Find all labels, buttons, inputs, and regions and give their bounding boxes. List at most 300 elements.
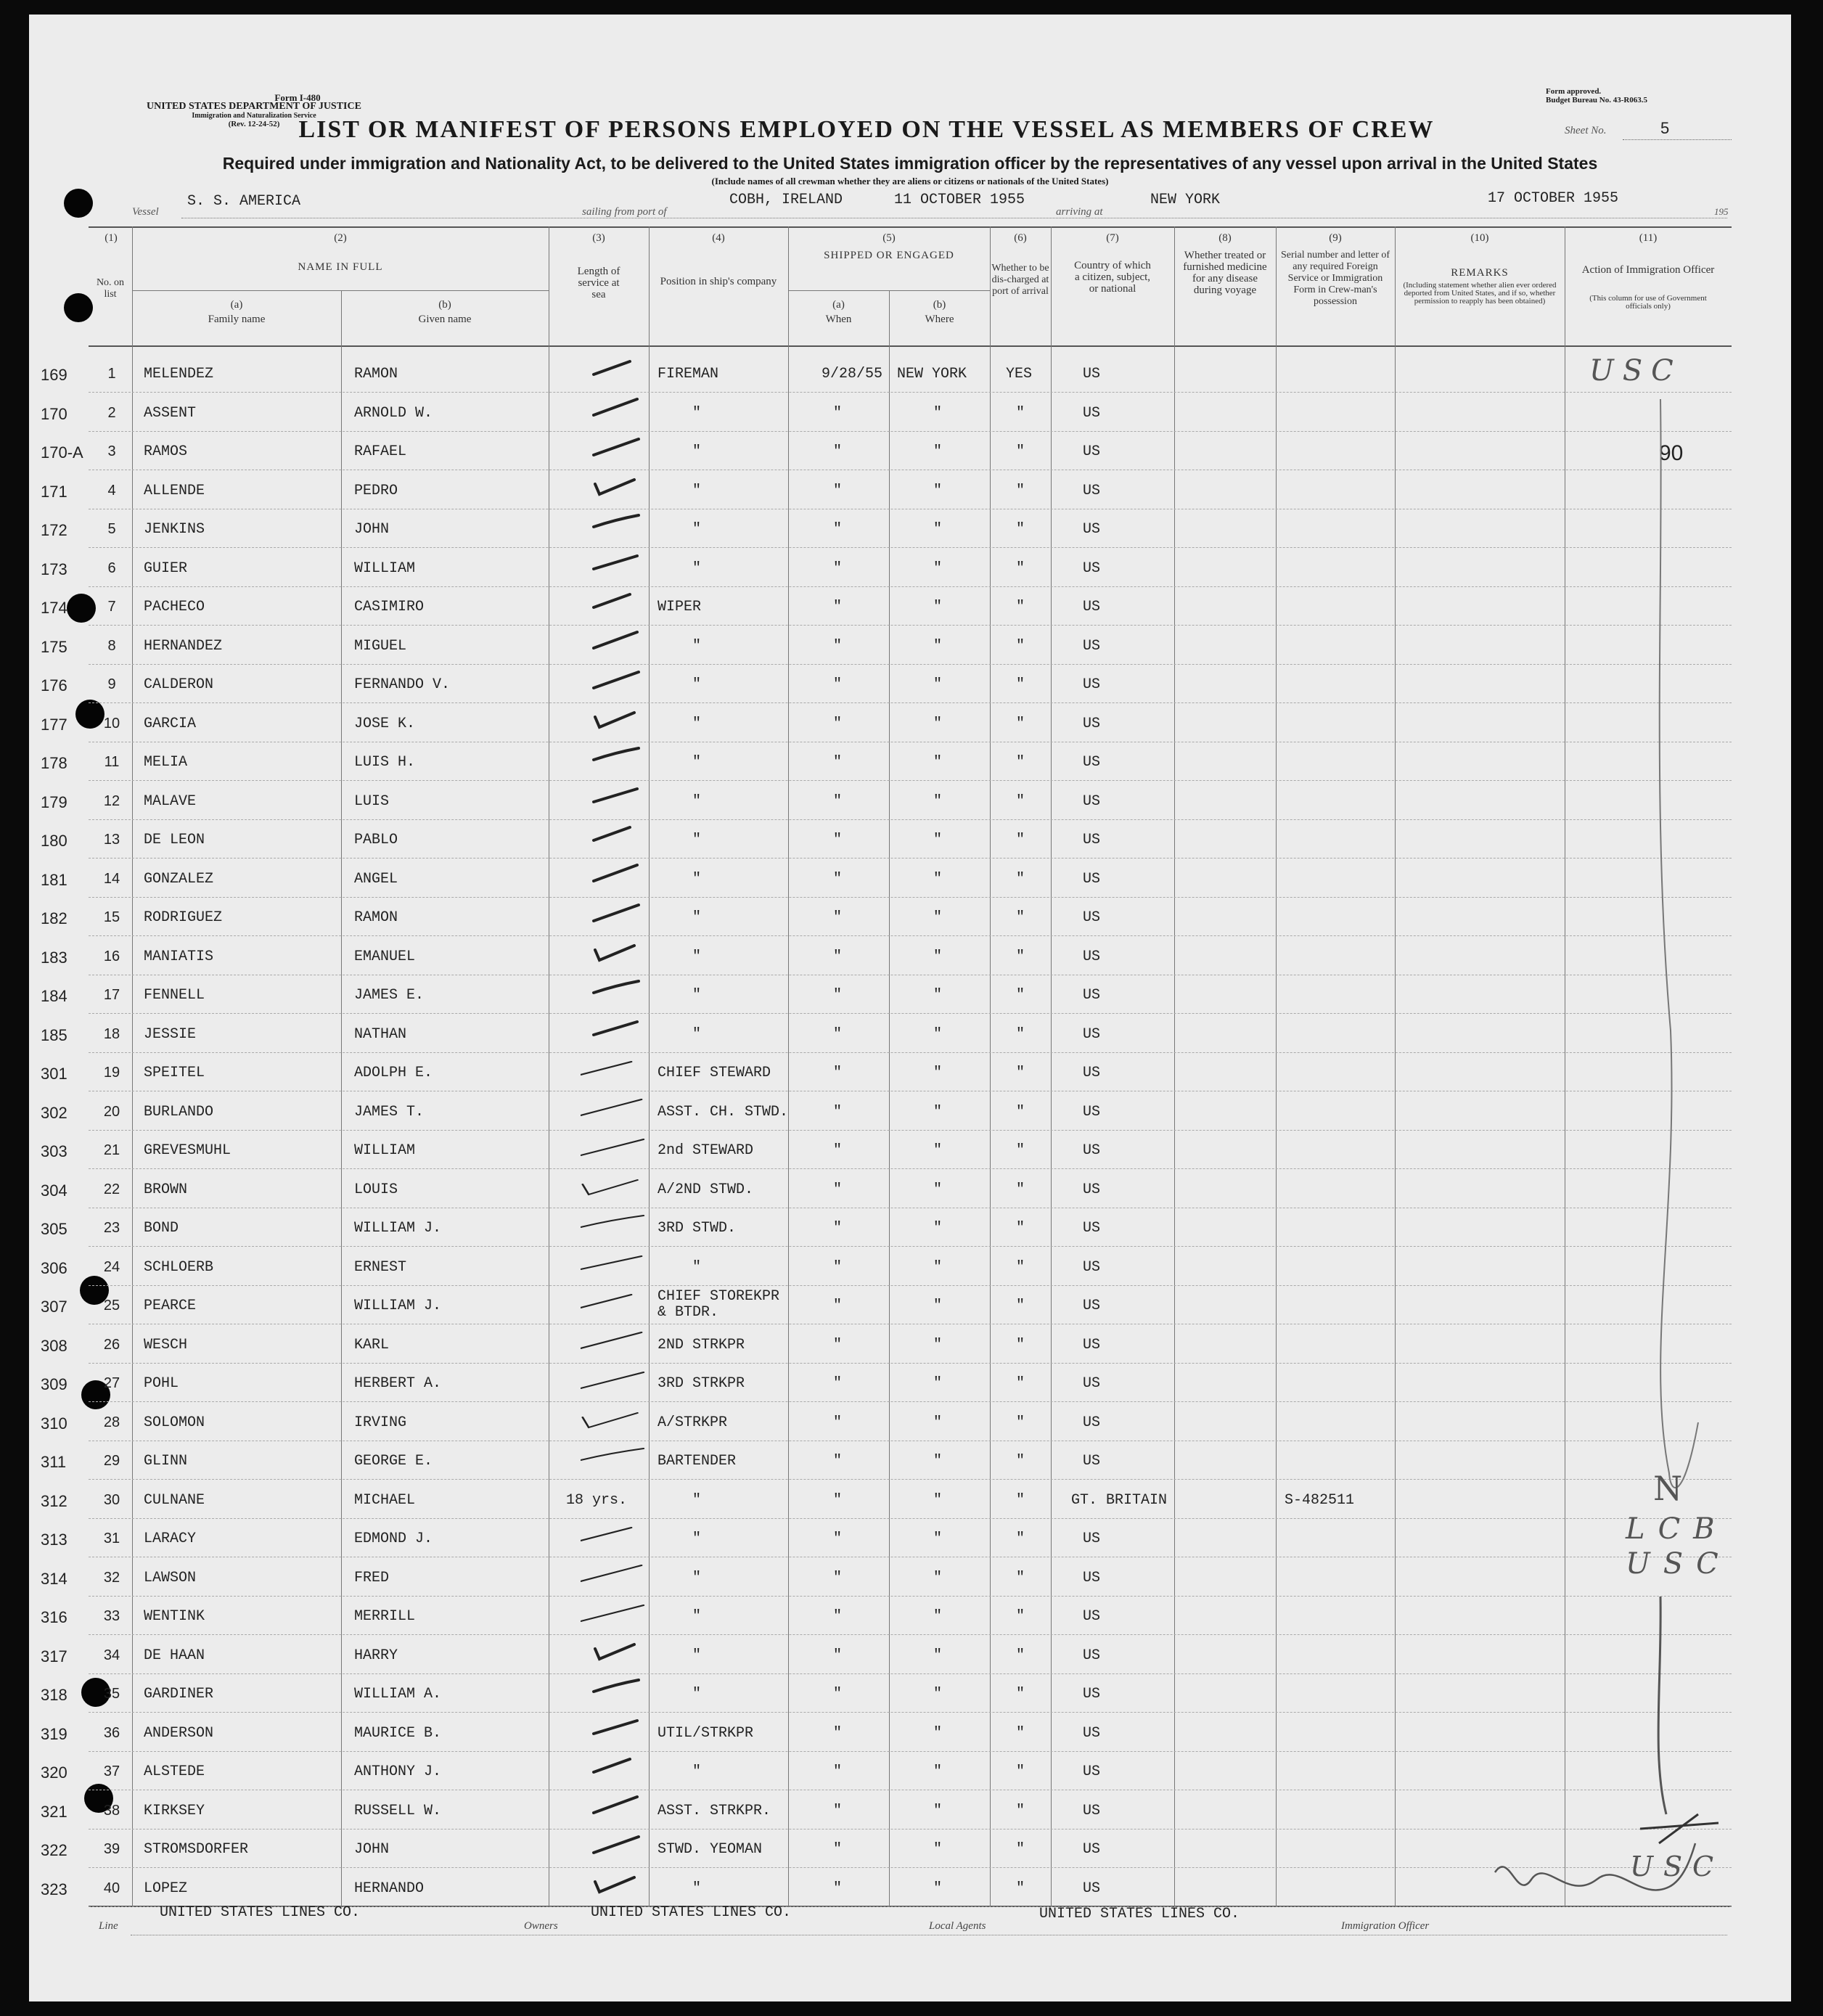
page-line-number: 173 — [41, 560, 67, 578]
footer-officer-label: Immigration Officer — [1341, 1920, 1430, 1932]
shipped-when: " — [833, 948, 843, 965]
given-name: JAMES E. — [354, 987, 425, 1004]
country: US — [1083, 521, 1101, 538]
discharge-flag: " — [1016, 1531, 1025, 1547]
given-name: HARRY — [354, 1647, 398, 1664]
arrival-port: NEW YORK — [1150, 192, 1221, 208]
family-name: STROMSDORFER — [144, 1841, 249, 1858]
position: UTIL/STRKPR — [657, 1724, 754, 1742]
shipped-where: " — [933, 832, 943, 848]
col2-header: NAME IN FULL — [298, 261, 383, 273]
shipped-when: " — [833, 1025, 843, 1043]
discharge-flag: " — [1016, 909, 1025, 926]
country: US — [1083, 1569, 1101, 1586]
country: US — [1083, 366, 1101, 382]
list-number: 23 — [103, 1220, 120, 1236]
col5a-header: When — [825, 314, 852, 325]
shipped-where: " — [933, 404, 943, 422]
family-name: BURLANDO — [144, 1103, 214, 1120]
shipped-when: " — [833, 754, 843, 771]
footer-owners-value: UNITED STATES LINES CO. — [591, 1904, 792, 1921]
position: " — [692, 521, 702, 538]
page-line-number: 311 — [41, 1453, 67, 1471]
col9-header: Serial number and letter of any required Foreign Service or Immigration Form in Crew-man's possession — [1280, 250, 1390, 307]
shipped-where: " — [933, 1103, 943, 1120]
shipped-where: " — [933, 1142, 943, 1159]
family-name: GARCIA — [144, 715, 197, 732]
given-name: LOUIS — [354, 1181, 398, 1198]
shipped-where: " — [933, 1569, 943, 1586]
family-name: PACHECO — [144, 599, 205, 615]
shipped-where: " — [933, 1258, 943, 1276]
list-number: 25 — [103, 1298, 120, 1314]
position: " — [692, 1531, 702, 1547]
shipped-where: " — [933, 1841, 943, 1858]
country: US — [1083, 754, 1101, 771]
shipped-when: " — [833, 1414, 843, 1431]
shipped-when: " — [833, 1724, 843, 1742]
position: A/2ND STWD. — [657, 1181, 754, 1198]
shipped-where: " — [933, 1414, 943, 1431]
discharge-flag: " — [1016, 404, 1025, 422]
position: ASST. STRKPR. — [657, 1802, 771, 1819]
family-name: GARDINER — [144, 1686, 214, 1702]
manifest-title: LIST OR MANIFEST OF PERSONS EMPLOYED ON THE VESSEL AS MEMBERS OF CREW — [298, 116, 1435, 143]
col2b-number: (b) — [438, 299, 451, 311]
shipped-where: " — [933, 1025, 943, 1043]
given-name: MERRILL — [354, 1608, 416, 1625]
given-name: EMANUEL — [354, 948, 416, 965]
discharge-flag: " — [1016, 1880, 1025, 1897]
shipped-where: " — [933, 1298, 943, 1314]
annotation-usc-bottom: USC — [1630, 1851, 1724, 1882]
shipped-when: " — [833, 1608, 843, 1625]
departure-date: 11 OCTOBER 1955 — [894, 192, 1025, 208]
list-number: 8 — [107, 637, 116, 654]
country: US — [1083, 1608, 1101, 1625]
position: " — [692, 754, 702, 771]
page-line-number: 309 — [41, 1375, 67, 1393]
page-line-number: 305 — [41, 1220, 67, 1238]
family-name: DE HAAN — [144, 1647, 205, 1664]
family-name: JESSIE — [144, 1025, 197, 1043]
position: CHIEF STOREKPR & BTDR. — [657, 1288, 780, 1321]
given-name: CASIMIRO — [354, 599, 425, 615]
arrival-date: 17 OCTOBER 1955 — [1488, 190, 1619, 207]
country: US — [1083, 1841, 1101, 1858]
shipped-when: " — [833, 1802, 843, 1819]
discharge-flag: " — [1016, 832, 1025, 848]
family-name: CALDERON — [144, 676, 214, 693]
shipped-when: " — [833, 1103, 843, 1120]
discharge-flag: " — [1016, 1220, 1025, 1237]
list-number: 27 — [103, 1375, 120, 1391]
given-name: RUSSELL W. — [354, 1802, 442, 1819]
col11-header: Action of Immigration Officer — [1581, 264, 1715, 276]
given-name: EDMOND J. — [354, 1531, 433, 1547]
given-name: FRED — [354, 1569, 390, 1586]
given-name: WILLIAM J. — [354, 1220, 442, 1237]
footer-line-value: UNITED STATES LINES CO. — [160, 1904, 361, 1921]
shipped-where: " — [933, 1375, 943, 1392]
page-line-number: 301 — [41, 1065, 67, 1083]
shipped-where: " — [933, 1336, 943, 1353]
manifest-page — [29, 15, 1791, 2001]
page-line-number: 179 — [41, 792, 67, 811]
departure-port: COBH, IRELAND — [729, 192, 843, 208]
country: US — [1083, 482, 1101, 499]
list-number: 2 — [107, 404, 116, 421]
page-line-number: 306 — [41, 1258, 67, 1277]
discharge-flag: " — [1016, 1569, 1025, 1586]
col4-number: (4) — [712, 232, 725, 244]
list-number: 22 — [103, 1181, 120, 1197]
page-line-number: 321 — [41, 1802, 67, 1821]
page-line-number: 318 — [41, 1686, 67, 1704]
sheet-label: Sheet No. — [1565, 125, 1607, 136]
page-line-number: 169 — [41, 366, 67, 384]
page-line-number: 174 — [41, 599, 67, 617]
list-number: 28 — [103, 1414, 120, 1430]
country: US — [1083, 1414, 1101, 1431]
family-name: WENTINK — [144, 1608, 205, 1625]
family-name: BOND — [144, 1220, 179, 1237]
discharge-flag: " — [1016, 1258, 1025, 1276]
given-name: JOSE K. — [354, 715, 416, 732]
given-name: JOHN — [354, 1841, 390, 1858]
shipped-when: " — [833, 521, 843, 538]
list-number: 31 — [103, 1531, 120, 1546]
col4-header: Position in ship's company — [660, 276, 777, 287]
discharge-flag: " — [1016, 754, 1025, 771]
discharge-flag: " — [1016, 792, 1025, 810]
given-name: HERNANDO — [354, 1880, 425, 1897]
family-name: MELIA — [144, 754, 188, 771]
family-name: POHL — [144, 1375, 179, 1392]
col11-note: (This column for use of Government officials only) — [1589, 294, 1707, 311]
discharge-flag: " — [1016, 1103, 1025, 1120]
shipped-when: " — [833, 1841, 843, 1858]
page-line-number: 303 — [41, 1142, 67, 1160]
manifest-subtitle: Required under immigration and Nationality Act, to be delivered to the United States immigration officer by the representatives of any vessel upon arrival in the United States — [222, 154, 1598, 173]
list-number: 9 — [107, 676, 116, 692]
family-name: GUIER — [144, 560, 188, 577]
col2-number: (2) — [334, 232, 347, 244]
page-line-number: 180 — [41, 832, 67, 850]
service-length: 18 yrs. — [566, 1491, 628, 1509]
page-line-number: 177 — [41, 715, 67, 734]
country: US — [1083, 909, 1101, 926]
country: US — [1083, 1724, 1101, 1742]
shipped-when: " — [833, 1220, 843, 1237]
given-name: MICHAEL — [354, 1491, 416, 1509]
shipped-where: " — [933, 560, 943, 577]
annotation-usc-top: USC — [1589, 354, 1682, 388]
shipped-when: " — [833, 1142, 843, 1159]
shipped-where: " — [933, 909, 943, 926]
position: " — [692, 1258, 702, 1276]
discharge-flag: " — [1016, 443, 1025, 460]
shipped-where: " — [933, 870, 943, 888]
country: US — [1083, 599, 1101, 615]
page-line-number: 183 — [41, 948, 67, 967]
list-number: 37 — [103, 1763, 120, 1779]
list-number: 3 — [107, 443, 116, 459]
country: US — [1083, 676, 1101, 693]
list-number: 6 — [107, 560, 116, 576]
discharge-flag: " — [1016, 1686, 1025, 1702]
family-name: GONZALEZ — [144, 870, 214, 888]
discharge-flag: " — [1016, 1802, 1025, 1819]
position: WIPER — [657, 599, 702, 615]
position: 3RD STWD. — [657, 1220, 737, 1237]
given-name: IRVING — [354, 1414, 407, 1431]
bracket-line-lower — [1658, 1597, 1666, 1814]
family-name: JENKINS — [144, 521, 205, 538]
list-number: 34 — [103, 1647, 120, 1663]
col10-number: (10) — [1470, 232, 1489, 244]
shipped-when: " — [833, 715, 843, 732]
col3-header: Length of service at sea — [577, 266, 620, 300]
given-name: PEDRO — [354, 482, 398, 499]
list-number: 20 — [103, 1103, 120, 1120]
position: " — [692, 560, 702, 577]
shipped-where: " — [933, 1608, 943, 1625]
list-number: 13 — [103, 832, 120, 848]
shipped-when: " — [833, 1569, 843, 1586]
shipped-where: " — [933, 1763, 943, 1780]
shipped-when: " — [833, 1453, 843, 1470]
country: US — [1083, 637, 1101, 655]
shipped-where: " — [933, 521, 943, 538]
col3-number: (3) — [592, 232, 605, 244]
family-name: RAMOS — [144, 443, 188, 460]
family-name: DE LEON — [144, 832, 205, 848]
col10-note: (Including statement whether alien ever ordered deported from United States, and if so, whether permission to reapply has been obtained) — [1403, 281, 1557, 306]
position: " — [692, 1491, 702, 1509]
shipped-where: " — [933, 1065, 943, 1081]
discharge-flag: " — [1016, 987, 1025, 1004]
col5b-number: (b) — [933, 299, 946, 311]
discharge-flag: " — [1016, 1841, 1025, 1858]
footer-owners-label: Owners — [524, 1920, 558, 1932]
country: US — [1083, 715, 1101, 732]
col1-header: No. on list — [96, 277, 125, 300]
page-line-number: 182 — [41, 909, 67, 927]
position: " — [692, 870, 702, 888]
discharge-flag: " — [1016, 676, 1025, 693]
family-name: CULNANE — [144, 1491, 205, 1509]
footer-agents-label: Local Agents — [929, 1920, 986, 1932]
position: " — [692, 1647, 702, 1664]
position: " — [692, 909, 702, 926]
shipped-when: " — [833, 1258, 843, 1276]
shipped-where: " — [933, 715, 943, 732]
position: " — [692, 1025, 702, 1043]
shipped-when: " — [833, 443, 843, 460]
col5a-number: (a) — [832, 299, 845, 311]
discharge-flag: " — [1016, 1724, 1025, 1742]
position: " — [692, 948, 702, 965]
discharge-flag: " — [1016, 482, 1025, 499]
page-line-number: 178 — [41, 754, 67, 772]
discharge-flag: " — [1016, 1181, 1025, 1198]
list-number: 21 — [103, 1142, 120, 1158]
country: US — [1083, 1453, 1101, 1470]
page-line-number: 176 — [41, 676, 67, 694]
discharge-flag: " — [1016, 948, 1025, 965]
budget-bureau: Budget Bureau No. 43-R063.5 — [1546, 96, 1648, 105]
shipped-when: " — [833, 1065, 843, 1081]
country: US — [1083, 1220, 1101, 1237]
given-name: MIGUEL — [354, 637, 407, 655]
shipped-when: " — [833, 1491, 843, 1509]
list-number: 33 — [103, 1608, 120, 1624]
given-name: PABLO — [354, 832, 398, 848]
country: US — [1083, 1763, 1101, 1780]
shipped-when: " — [833, 987, 843, 1004]
given-name: ANTHONY J. — [354, 1763, 442, 1780]
shipped-where: " — [933, 1647, 943, 1664]
given-name: WILLIAM J. — [354, 1298, 442, 1314]
position: A/STRKPR — [657, 1414, 728, 1431]
shipped-where: " — [933, 987, 943, 1004]
col5-number: (5) — [882, 232, 896, 244]
page-line-number: 184 — [41, 987, 67, 1005]
shipped-where: " — [933, 599, 943, 615]
family-name: PEARCE — [144, 1298, 197, 1314]
position: " — [692, 1608, 702, 1625]
vessel-label: Vessel — [132, 206, 159, 218]
col6-number: (6) — [1014, 232, 1027, 244]
discharge-flag: " — [1016, 1763, 1025, 1780]
list-number: 12 — [103, 792, 120, 809]
page-line-number: 313 — [41, 1531, 67, 1549]
list-number: 19 — [103, 1065, 120, 1081]
discharge-flag: " — [1016, 1608, 1025, 1625]
given-name: RAMON — [354, 366, 398, 382]
shipped-where: " — [933, 948, 943, 965]
list-number: 14 — [103, 870, 120, 887]
list-number: 17 — [103, 987, 120, 1003]
page-line-number: 307 — [41, 1298, 67, 1316]
country: US — [1083, 1802, 1101, 1819]
position: " — [692, 1763, 702, 1780]
sheet-number: 5 — [1660, 119, 1670, 137]
given-name: HERBERT A. — [354, 1375, 442, 1392]
given-name: WILLIAM — [354, 1142, 416, 1159]
country: US — [1083, 987, 1101, 1004]
shipped-when: " — [833, 560, 843, 577]
page-line-number: 308 — [41, 1336, 67, 1355]
given-name: WILLIAM A. — [354, 1686, 442, 1702]
page-line-number: 310 — [41, 1414, 67, 1433]
shipped-when: " — [833, 1181, 843, 1198]
position: CHIEF STEWARD — [657, 1065, 771, 1081]
country: US — [1083, 1025, 1101, 1043]
annotation-n: N — [1653, 1469, 1683, 1508]
shipped-where: " — [933, 443, 943, 460]
page-line-number: 314 — [41, 1569, 67, 1588]
given-name: ERNEST — [354, 1258, 407, 1276]
shipped-where: " — [933, 1220, 943, 1237]
family-name: FENNELL — [144, 987, 205, 1004]
list-number: 35 — [103, 1686, 120, 1702]
family-name: MANIATIS — [144, 948, 214, 965]
list-number: 1 — [107, 366, 116, 382]
shipped-when: " — [833, 1375, 843, 1392]
list-number: 11 — [104, 754, 120, 770]
page-line-number: 181 — [41, 870, 67, 889]
discharge-flag: " — [1016, 1142, 1025, 1159]
col2b-header: Given name — [418, 314, 472, 325]
page-line-number: 171 — [41, 482, 67, 501]
given-name: RAFAEL — [354, 443, 407, 460]
bracket-line-upper — [1660, 399, 1698, 1488]
page-line-number: 170-A — [41, 443, 83, 462]
country: US — [1083, 870, 1101, 888]
annotation-margin-number: 90 — [1659, 441, 1684, 465]
arriving-label: arriving at — [1056, 206, 1103, 218]
page-line-number: 317 — [41, 1647, 67, 1665]
shipped-where: " — [933, 792, 943, 810]
col2a-header: Family name — [208, 314, 266, 325]
shipped-where: " — [933, 1686, 943, 1702]
col10-header: REMARKS — [1451, 267, 1509, 279]
form-approved: Form approved. — [1546, 87, 1602, 96]
shipped-when: " — [833, 1647, 843, 1664]
family-name: GLINN — [144, 1453, 188, 1470]
shipped-where: " — [933, 482, 943, 499]
given-name: NATHAN — [354, 1025, 407, 1043]
shipped-when: " — [833, 676, 843, 693]
page-line-number: 172 — [41, 521, 67, 539]
strike-mark — [1640, 1814, 1718, 1843]
annotation-usc-mid: USC — [1626, 1547, 1732, 1581]
revision: (Rev. 12-24-52) — [228, 120, 280, 128]
shipped-when: " — [833, 832, 843, 848]
discharge-flag: " — [1016, 560, 1025, 577]
given-name: JOHN — [354, 521, 390, 538]
family-name: RODRIGUEZ — [144, 909, 223, 926]
country: US — [1083, 1686, 1101, 1702]
shipped-when: " — [833, 1298, 843, 1314]
discharge-flag: " — [1016, 1065, 1025, 1081]
list-number: 40 — [103, 1880, 120, 1896]
position: 2nd STEWARD — [657, 1142, 754, 1159]
list-number: 15 — [103, 909, 120, 925]
page-line-number: 175 — [41, 637, 67, 656]
shipped-when: " — [833, 599, 843, 615]
given-name: FERNANDO V. — [354, 676, 451, 693]
family-name: HERNANDEZ — [144, 637, 223, 655]
year-suffix: 195 — [1714, 206, 1729, 217]
page-line-number: 304 — [41, 1181, 67, 1200]
shipped-where: " — [933, 637, 943, 655]
page-line-number: 316 — [41, 1608, 67, 1626]
family-name: SPEITEL — [144, 1065, 205, 1081]
discharge-flag: " — [1016, 1491, 1025, 1509]
shipped-where: " — [933, 676, 943, 693]
col9-number: (9) — [1329, 232, 1342, 244]
country: US — [1083, 832, 1101, 848]
discharge-flag: " — [1016, 870, 1025, 888]
family-name: GREVESMUHL — [144, 1142, 232, 1159]
handwriting-overlay — [29, 15, 1791, 2001]
shipped-when: " — [833, 1880, 843, 1897]
family-name: SOLOMON — [144, 1414, 205, 1431]
list-number: 4 — [107, 482, 116, 499]
